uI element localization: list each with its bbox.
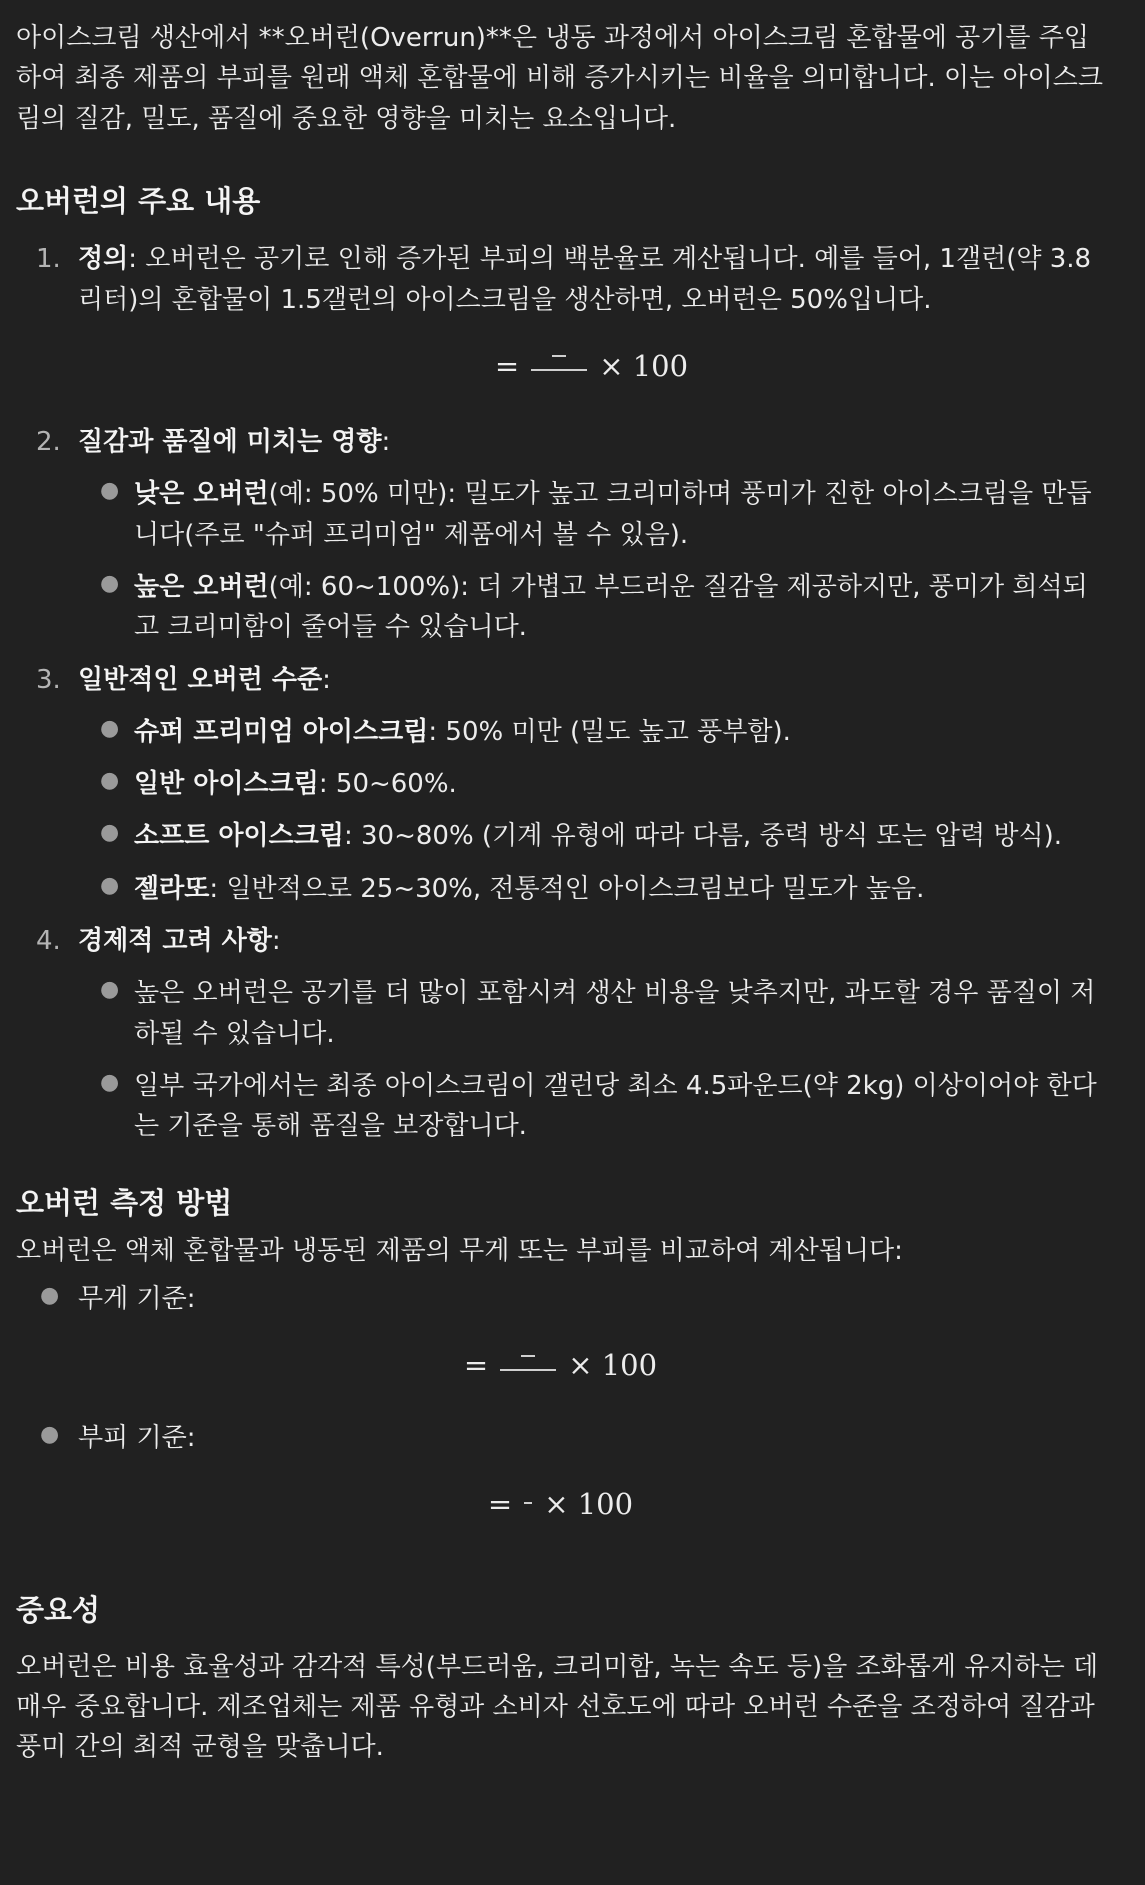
bullet-icon: ● bbox=[100, 872, 120, 898]
measurement-intro: 오버런은 액체 혼합물과 냉동된 제품의 무게 또는 부피를 비교하여 계산됩니다: bbox=[16, 1236, 903, 1267]
list-number: 4. bbox=[36, 926, 61, 957]
list-item-definition bbox=[16, 239, 1105, 412]
item-title: 정의 bbox=[78, 244, 129, 275]
weight-formula bbox=[16, 1320, 1105, 1412]
sub-item-text: : 50% 미만 (밀도 높고 풍부함). bbox=[428, 716, 791, 747]
sub-item-text: : 일반적으로 25~30%, 전통적인 아이스크림보다 밀도가 높음. bbox=[209, 873, 925, 904]
list-number: 2. bbox=[36, 427, 61, 458]
formula-multiplier: × 100 bbox=[599, 348, 689, 383]
sub-item-text: 높은 오버런은 공기를 더 많이 포함시켜 생산 비용을 낮추지만, 과도할 경우 품질이 저하될 수 있습니다. bbox=[134, 978, 1096, 1049]
sub-list-item bbox=[78, 712, 1105, 752]
sub-item-title: 소프트 아이스크림 bbox=[134, 821, 344, 852]
section-heading-main-points: 오버런의 주요 내용 bbox=[16, 183, 261, 218]
bullet-icon: ● bbox=[40, 1283, 60, 1309]
item-label: 부피 기준: bbox=[78, 1422, 196, 1453]
main-points-list bbox=[16, 239, 1105, 1146]
sub-list-item bbox=[78, 474, 1105, 555]
item-title: 일반적인 오버런 수준 bbox=[78, 664, 323, 695]
sub-item-text: 일부 국가에서는 최종 아이스크림이 갤런당 최소 4.5파운드(약 2kg) 이상이어야 한다는 기준을 통해 품질을 보장합니다. bbox=[134, 1070, 1097, 1142]
sub-list bbox=[78, 712, 1105, 909]
formula-fraction bbox=[500, 1355, 556, 1377]
sub-list-item bbox=[78, 973, 1105, 1054]
bullet-icon: ● bbox=[100, 570, 120, 596]
importance-paragraph: 오버런은 비용 효율성과 감각적 특성(부드러움, 크리미함, 녹는 속도 등)을 조화롭게 유지하는 데 매우 중요합니다. 제조업체는 제품 유형과 소비자 선호도에 따라 오버런 수준을 조정하여 질감과 풍미 간의 최적 균형을 맞춥니다. bbox=[16, 1651, 1099, 1763]
sub-list-item bbox=[78, 1066, 1105, 1147]
sub-item-text: : 30~80% (기계 유형에 따라 다름, 중력 방식 또는 압력 방식). bbox=[343, 821, 1063, 852]
formula-fraction bbox=[531, 355, 587, 377]
bullet-icon: ● bbox=[100, 977, 120, 1003]
sub-item-text: (예: 60~100%): 더 가볍고 부드러운 질감을 제공하지만, 풍미가 희석되고 크리미함이 줄어들 수 있습니다. bbox=[134, 571, 1088, 643]
item-text: : bbox=[322, 664, 331, 695]
section-heading-measurement: 오버런 측정 방법 bbox=[16, 1185, 233, 1220]
item-title: 경제적 고려 사항 bbox=[78, 926, 272, 957]
sub-list-item bbox=[78, 816, 1105, 856]
sub-list bbox=[78, 973, 1105, 1146]
formula-multiplier: × 100 bbox=[544, 1486, 634, 1521]
sub-list-item bbox=[78, 869, 1105, 909]
item-text: : 오버런은 공기로 인해 증가된 부피의 백분율로 계산됩니다. 예를 들어, 1갤런(약 3.8리터)의 혼합물이 1.5갤런의 아이스크림을 생산하면, 오버런은 50%입니다. bbox=[78, 244, 1092, 315]
formula-equals: = bbox=[487, 1486, 513, 1521]
sub-item-text: (예: 50% 미만): 밀도가 높고 크리미하며 풍미가 진한 아이스크림을 만듭니다(주로 "슈퍼 프리미엄" 제품에서 볼 수 있음). bbox=[134, 479, 1092, 550]
sub-item-title: 일반 아이스크림 bbox=[134, 769, 319, 800]
item-label: 무게 기준: bbox=[78, 1284, 196, 1315]
item-text: : bbox=[381, 427, 391, 458]
bullet-icon: ● bbox=[40, 1421, 60, 1447]
bullet-icon: ● bbox=[100, 820, 120, 846]
formula-equals: = bbox=[494, 348, 520, 383]
list-number: 3. bbox=[36, 664, 61, 695]
overrun-formula bbox=[78, 320, 1105, 412]
measurement-list bbox=[16, 1279, 1105, 1550]
list-item-volume-basis bbox=[16, 1418, 1105, 1550]
volume-formula bbox=[16, 1458, 1105, 1550]
sub-item-title: 슈퍼 프리미엄 아이스크림 bbox=[134, 716, 429, 747]
sub-item-text: : 50~60%. bbox=[318, 769, 457, 800]
formula-fraction bbox=[524, 1502, 532, 1506]
list-item-typical-levels bbox=[16, 660, 1105, 909]
fraction-bar bbox=[524, 1502, 532, 1504]
fraction-numerator bbox=[552, 355, 566, 357]
bullet-icon: ● bbox=[100, 478, 120, 504]
sub-list-item bbox=[78, 567, 1105, 648]
bullet-icon: ● bbox=[100, 768, 120, 794]
formula-equals: = bbox=[463, 1348, 489, 1383]
list-item-economic bbox=[16, 921, 1105, 1146]
section-heading-importance: 중요성 bbox=[16, 1593, 101, 1628]
sub-list-item bbox=[78, 764, 1105, 804]
item-text: : bbox=[271, 926, 281, 957]
formula-multiplier: × 100 bbox=[568, 1348, 658, 1383]
sub-item-title: 젤라또 bbox=[134, 873, 210, 904]
fraction-bar bbox=[500, 1369, 556, 1371]
item-title: 질감과 품질에 미치는 영향 bbox=[78, 427, 382, 458]
list-item-texture-impact bbox=[16, 422, 1105, 647]
sub-item-title: 낮은 오버런 bbox=[134, 479, 269, 510]
list-number: 1. bbox=[36, 244, 61, 275]
intro-paragraph: 아이스크림 생산에서 **오버런(Overrun)**은 냉동 과정에서 아이스크림 혼합물에 공기를 주입하여 최종 제품의 부피를 원래 액체 혼합물에 비해 증가시키는 비율을 의미합니다. 이는 아이스크림의 질감, 밀도, 품질에 중요한 영향을 미치는 요소입니다. bbox=[16, 23, 1103, 134]
sub-list bbox=[78, 474, 1105, 647]
fraction-bar bbox=[531, 369, 587, 371]
list-item-weight-basis bbox=[16, 1279, 1105, 1411]
fraction-numerator bbox=[521, 1355, 535, 1357]
bullet-icon: ● bbox=[100, 715, 120, 741]
sub-item-title: 높은 오버런 bbox=[134, 571, 269, 602]
bullet-icon: ● bbox=[100, 1069, 120, 1095]
